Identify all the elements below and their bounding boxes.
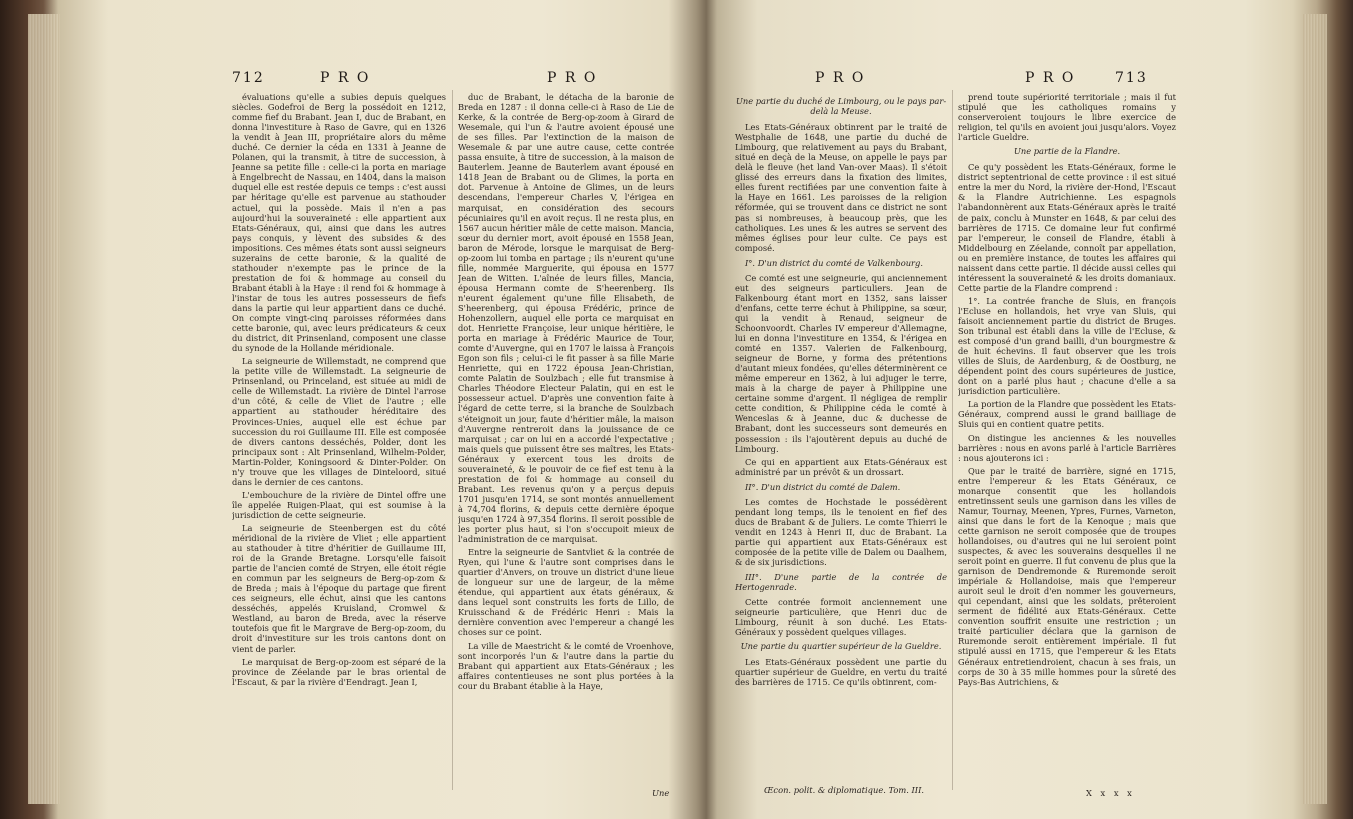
left-head-title-a: P R O xyxy=(320,70,371,86)
paragraph: I°. D'un district du comté de Valkenbourg. xyxy=(745,257,923,268)
paragraph: Entre la seigneurie de Santvliet & la contrée de Ryen, qui l'une & l'autre sont comprises dans le quartier d'Anvers, on trouve un district d'une lieue de longueur sur une de largeur, de la même étendue, qui appartient aux états généraux, & dans lequel sont construits les forts de Lillo, de Kruisschand & de Frédéric Henri : Mais la dernière convention avec l'empereur a changé les choses sur ce point. xyxy=(458,547,674,638)
paragraph: Une partie de la Flandre. xyxy=(1013,146,1121,157)
right-head-title-b: P R O xyxy=(1025,70,1076,86)
left-page-number: 712 xyxy=(232,70,265,86)
paragraph: La seigneurie de Willemstadt, ne comprend que la petite ville de Willemstadt. La seigneurie de Prinsenland, ou Princeland, est située au midi de celle de Willemstadt. La rivière de Dintel l'arrose d'un côté, & celle de Vliet de l'autre ; elle appartient au stathouder héréditaire des Provinces-Unies, auquel elle est échue par succession du roi Guillaume III. Elle est composée de divers cantons desséchés, Polder, dont les principaux sont : Alt Prinsenland, Wilhelm-Polder, Martin-Polder, Koningsoord & Dinter-Polder. On n'y trouve que les villages de Dinteloord, situé dans le dernier de ces cantons. xyxy=(232,356,446,487)
paragraph: Ce qui en appartient aux Etats-Généraux est administré par un prévôt & un drossart. xyxy=(735,456,947,477)
paragraph: II°. D'un district du comté de Dalem. xyxy=(745,481,901,492)
paragraph: La portion de la Flandre que possèdent les Etats-Généraux, comprend aussi le grand bailliage de Sluis qui en contient quatre petits. xyxy=(958,399,1176,430)
left-page-edges xyxy=(28,14,60,804)
paragraph: Cette contrée formoit anciennement une seigneurie particulière, que Henri duc de Limbourg, réunit à son duché. Les Etats-Généraux y possèdent quelques villages. xyxy=(735,597,947,638)
paragraph: 1°. La contrée franche de Sluis, en françois l'Ecluse en hollandois, het vrye van Sluis, qui faisoit anciennement partie du district de Bruges. Son tribunal est établi dans la ville de l'Ecluse, & est composé d'un grand bailli, d'un bourgmestre & de huit échevins. Il faut observer que les trois villes de Sluis, de Aardenburg, & de Oostburg, ne dépendent point des cours supérieures de justice, dont on a parlé plus haut ; chacune d'elle a sa jurisdiction particulière. xyxy=(958,295,1176,397)
paragraph: On distingue les anciennes & les nouvelles barrières : nous en avons parlé à l'article Barrières : nous ajouterons ici : xyxy=(958,432,1176,463)
right-page-column-1 xyxy=(735,92,947,782)
paragraph: III°. D'une partie de la contrée de Hertogenrade. xyxy=(735,572,947,593)
right-page-number: 713 xyxy=(1115,70,1148,86)
paragraph: Ce comté est une seigneurie, qui anciennement eut des seigneurs particuliers. Jean de Falkenbourg étant mort en 1352, sans laisser d'enfans, cette terre échut à Philippine, sa sœur, qui la vendit à Renaud, seigneur de Schoonvoordt. Charles IV empereur d'Allemagne, lui en donna l'investiture en 1354, & l'érigea en comté en 1357. Valerien de Falkenbourg, seigneur de Borne, y forma des prétentions d'autant mieux fondées, qu'elles déterminèrent ce même empereur en 1362, à lui adjuger le terre, mais à la charge de payer à Philippine une certaine somme d'argent. Il négligea de remplir cette condition, & Philippine céda le comté à Wenceslas & à Jeanne, duc & duchesse de Brabant, dont les successeurs sont demeurés en possession : ils l'ajoutèrent depuis au duché de Limbourg. xyxy=(735,272,947,454)
paragraph: Les Etats-Généraux possèdent une partie du quartier supérieur de Gueldre, en vertu du traité des barrières de 1715. Ce qu'ils obtinrent, com- xyxy=(735,657,947,688)
signature-mark: X x x x xyxy=(1086,788,1135,798)
left-column-rule xyxy=(452,90,453,790)
paragraph: Que par le traité de barrière, signé en 1715, entre l'empereur & les Etats Généraux, ce monarque consentit que les hollandois entretinssent seuls une garnison dans les villes de Namur, Tournay, Meenen, Ypres, Furnes, Varneton, ainsi que dans le fort de la Kenoque ; mais que cette garnison ne seroit composée que de troupes hollandoises, ou d'autres qui ne lui seroient point suspectes, & avec les souverains desquelles il ne seroit point en guerre. Il fut convenu de plus que la garnison de Dendremonde & Ruremonde seroit impériale & Hollandoise, mais que l'empereur auroit seul le droit d'en nommer les gouverneurs, qui cependant, ainsi que les soldats, prêteroient serment de fidélité aux Etats-Généraux. Cette convention souffrit ensuite une restriction ; un traité particulier déclara que la garnison de Ruremonde seroit entièrement impériale. Il fut stipulé aussi en 1715, que l'empereur & les Etats Généraux entretiendroient, chacun à ses frais, un corps de 30 à 35 mille hommes pour la sûreté des Pays-Bas Autrichiens, & xyxy=(958,465,1176,687)
right-page-column-2 xyxy=(958,92,1176,782)
left-page-column-2 xyxy=(458,92,674,782)
paragraph: duc de Brabant, le détacha de la baronie de Breda en 1287 : il donna celle-ci à Raso de Lie de Kerke, & la contrée de Berg-op-zoom à Girard de Wesemale, qui l'un & l'autre avoient épousé une de ses filles. Par l'extinction de la maison de Wesemale & par une autre cause, cette contrée passa ensuite, à titre de succession, à la maison de Bauterlem. Jeanne de Bauterlem avant épousé en 1418 Jean de Brabant ou de Glimes, la porta en dot. Parvenue à Antoine de Glimes, un de leurs descendans, l'empereur Charles V, l'érigea en marquisat, en considération des secours pécuniaires qu'il en avoit reçus. Il ne resta plus, en 1567 aucun héritier mâle de cette maison. Mancia, sœur du dernier mort, avoit épousé en 1558 Jean, baron de Mérode, lorsque le marquisat de Berg-op-zoom lui tomba en partage ; ils n'eurent qu'une fille, nommée Marguerite, qui épousa en 1577 Jean de Witten. L'aînée de leurs filles, Mancia, épousa Hermann comte de S'heerenberg. Ils n'eurent également qu'une fille Elisabeth, de S'heerenberg, qui épousa Frédéric, prince de Hohenzollern, auquel elle porta ce marquisat en dot. Henriette Françoise, leur unique héritière, le porta en mariage à Frédéric Maurice de Tour, comte d'Auvergne, qui en 1707 le laissa à François Egon son fils ; celui-ci le fit passer à sa fille Marie Henriette, qui en 1722 épousa Jean-Christian, comte Palatin de Soulzbach ; elle fut transmise à Charles Théodore Electeur Palatin, qui en est le possesseur actuel. D'après une convention faite à l'égard de cette terre, si la branche de Soulzbach s'éteignoit un jour, faute d'héritier mâle, la maison d'Auvergne rentreroit dans la jouissance de ce marquisat ; car on lui en a accordé l'expectative ; mais quels que puissent être ses maîtres, les Etats-Généraux y exercent tous les droits de souveraineté, & le pouvoir de ce fief est tenu à la prestation de foi & hommage au conseil du Brabant. Les revenus qu'on y a perçus depuis 1701 jusqu'en 1714, se sont montés annuellement à 74,704 florins, & depuis cette dernière époque jusqu'en 1724 à 97,354 florins. Il seroit possible de les porter plus haut, si l'on s'occupoit mieux de l'administration de ce marquisat. xyxy=(458,92,674,545)
right-head-title-a: P R O xyxy=(815,70,866,86)
left-catchword: Une xyxy=(652,788,670,798)
paragraph: Les comtes de Hochstade le possédèrent pendant long temps, ils le tenoient en fief des ducs de Brabant & de Juliers. Le comte Thierri le vendit en 1243 à Henri II, duc de Brabant. La partie qui appartient aux Etats-Généraux est composée de la petite ville de Dalem ou Daalhem, & de six jurisdictions. xyxy=(735,496,947,568)
paragraph: La ville de Maestricht & le comté de Vroenhove, sont incorporés l'un & l'autre dans la partie du Brabant qui appartient aux Etats-Généraux ; les affaires contentieuses ne sont plus portées à la cour du Brabant établie à la Haye, xyxy=(458,640,674,691)
paragraph: Ce qu'y possèdent les Etats-Généraux, forme le district septentrional de cette province : il est situé entre la mer du Nord, la rivière der-Hond, l'Escaut & la Flandre Autrichienne. Les espagnols l'abandonnèrent aux Etats-Généraux après le traité de paix, conclu à Munster en 1648, & par celui des barrières de 1715. Ce domaine leur fut confirmé par l'empereur, le conseil de Flandre, établi à Middelbourg en Zéelande, connoît par appellation, ou en première instance, de toutes les affaires qui naissent dans cette partie. Il décide aussi celles qui intéressent la souveraineté & les droits domaniaux. Cette partie de la Flandre comprend : xyxy=(958,162,1176,293)
paragraph: Une partie du quartier supérieur de la Gueldre. xyxy=(740,641,942,652)
right-page-edges xyxy=(1303,14,1327,804)
paragraph: Une partie du duché de Limbourg, ou le pays par-delà la Meuse. xyxy=(735,96,947,117)
right-running-head xyxy=(815,70,1235,92)
paragraph: Le marquisat de Berg-op-zoom est séparé de la province de Zéelande par le bras oriental de l'Escaut, & par la rivière d'Eendragt. Jean I, xyxy=(232,656,446,687)
paragraph: évaluations qu'elle a subies depuis quelques siècles. Godefroi de Berg la possédoit en 1212, comme fief du Brabant. Jean I, duc de Brabant, en donna l'investiture à Raso de Gavre, qui en 1326 la vendit à Jean III, propriétaire alors du même duché. Ce dernier la céda en 1331 à Jeanne de Polanen, qui la transmit, à titre de succession, à Jeanne sa petite fille : celle-ci la porta en mariage à Engelbrecht de Nassau, en 1404, dans la maison duquel elle est restée depuis ce temps : c'est aussi par héritage qu'elle est parvenue au stathouder actuel, qui la possède. Mais il n'en a pas aujourd'hui la souveraineté : elle appartient aux Etats-Généraux, qui, ainsi que dans les autres pays conquis, y lèvent des subsides & des impositions. Ces mêmes états sont aussi seigneurs suzerains de cette baronie, & la qualité de stathouder n'exempte pas le prince de la prestation de foi & hommage au conseil du Brabant établi à la Haye : il rend foi & hommage à l'instar de tous les autres possesseurs de fiefs dans la partie qui leur appartient dans ce duché. On compte vingt-cinq paroisses réformées dans cette baronie, qui, avec leurs prédicateurs & ceux du district, dit Prinsenland, composent une classe du synode de la Hollande méridionale. xyxy=(232,92,446,354)
left-head-title-b: P R O xyxy=(547,70,598,86)
left-page-column-1 xyxy=(232,92,446,782)
paragraph: L'embouchure de la rivière de Dintel offre une île appelée Ruigen-Plaat, qui est soumise à la jurisdiction de cette seigneurie. xyxy=(232,489,446,520)
right-column-rule xyxy=(952,90,953,790)
paragraph: prend toute supériorité territoriale ; mais il fut stipulé que les catholiques romains y conserveroient toujours le libre exercice de religion, tel qu'ils en avoient joui jusqu'alors. Voyez l'article Gueldre. xyxy=(958,92,1176,143)
left-running-head xyxy=(232,70,652,92)
paragraph: Les Etats-Généraux obtinrent par le traité de Westphalie de 1648, une partie du duché de Limbourg, que relativement au pays du Brabant, situé en deçà de la Meuse, on appelle le pays par delà le fleuve (het land Van-over Maas). Il s'étoit glissé des erreurs dans la fixation des limites, elles furent rectifiées par une convention faite à la Haye en 1661. Les paroisses de la religion réformée, qui se trouvent dans ce district ne sont pas si nombreuses, à beaucoup près, que les catholiques. Les unes & les autres se servent des mêmes églises pour leur culte. Ce pays est composé. xyxy=(735,122,947,253)
paragraph: La seigneurie de Steenbergen est du côté méridional de la rivière de Vliet ; elle appartient au stathouder à titre d'héritier de Guillaume III, roi de la Grande Bretagne. Lorsqu'elle faisoit partie de l'ancien comté de Stryen, elle étoit régie en commun par les seigneurs de Berg-op-zom & de Breda ; mais à l'époque du partage que firent ces seigneurs, elle échut, ainsi que les cantons desséchés, appelés Kruisland, Cromwel & Westland, au baron de Breda, avec la réserve toutefois que fit le Margrave de Berg-op-zoom, du droit d'investiture sur les trois cantons dont on vient de parler. xyxy=(232,522,446,654)
right-footer-note: Œcon. polit. & diplomatique. Tom. III. xyxy=(764,785,925,795)
